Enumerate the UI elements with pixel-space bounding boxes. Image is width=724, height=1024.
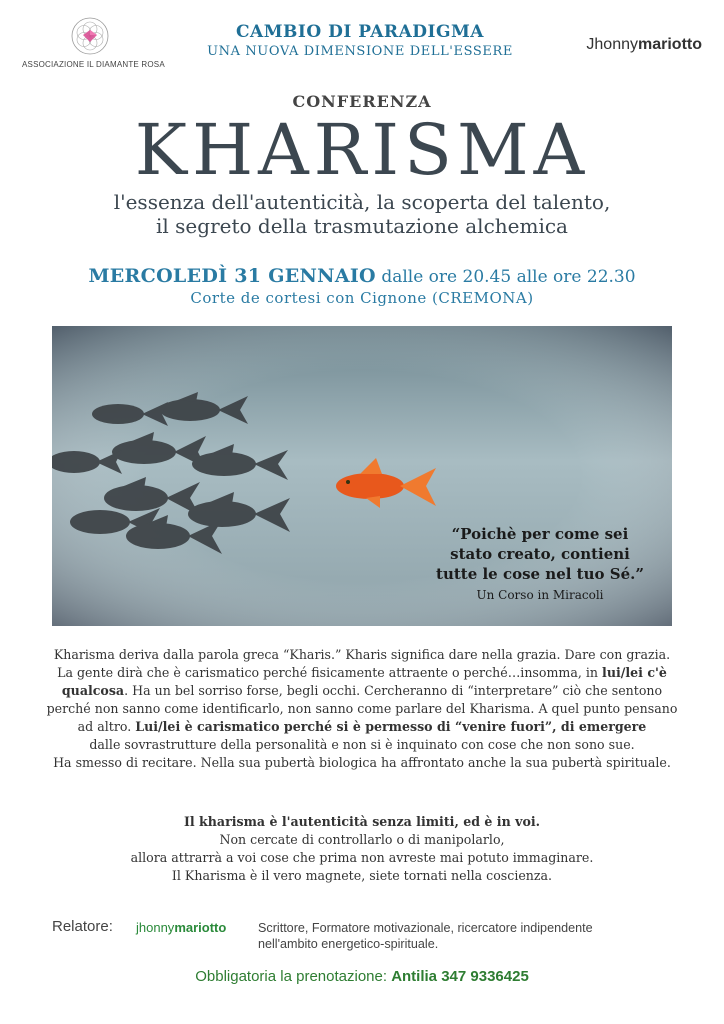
association-name: ASSOCIAZIONE IL DIAMANTE ROSA (22, 60, 165, 69)
body-line: La gente dirà che è carismatico perché fisicamente attraente o perché…insomma, in lui/lei c'è (57, 665, 667, 680)
booking-line (0, 968, 724, 985)
body-line: Ha smesso di recitare. Nella sua pubertà biologica ha affrontato anche la sua pubertà spirituale. (53, 755, 671, 770)
closing-line: Non cercate di controllarlo o di manipolarlo, (219, 832, 505, 847)
closing-paragraph (60, 813, 664, 885)
brand-last: mariotto (638, 36, 702, 53)
quote-source: Un Corso in Miracoli (476, 588, 604, 602)
closing-line: Il Kharisma è il vero magnete, siete tornati nella coscienza. (171, 868, 553, 883)
brand-first: Jhonny (586, 36, 638, 53)
speaker-name: jhonnymariotto (136, 920, 227, 935)
quote-text (412, 524, 668, 584)
quote-line-2: stato creato, contieni (450, 545, 630, 563)
event-date: MERCOLEDÌ 31 GENNAIO (88, 265, 376, 287)
body-line: qualcosa. Ha un bel sorriso forse, begli occhi. Cercheranno di “interpretare” ciò che sentono (61, 683, 663, 698)
body-paragraph (40, 646, 684, 772)
body-line: dalle sovrastrutture della personalità e non si è inquinato con cose che non sono sue. (89, 737, 635, 752)
booking-text: Obbligatoria la prenotazione: (195, 968, 388, 985)
closing-line: allora attrarrà a voi cose che prima non avreste mai potuto immaginare. (130, 850, 594, 865)
event-name: KHARISMA (134, 109, 590, 191)
closing-line: Il kharisma è l'autenticità senza limiti, ed è in voi. (183, 814, 541, 829)
tagline-line-2: il segreto della trasmutazione alchemica (156, 214, 568, 238)
event-time: dalle ore 20.45 alle ore 22.30 (381, 267, 636, 287)
booking-contact: Antilia 347 9336425 (391, 968, 529, 985)
quote-line-3: tutte le cose nel tuo Sé.” (436, 565, 644, 583)
header-center (180, 22, 540, 59)
event-venue: Corte de cortesi con Cignone (CREMONA) (190, 289, 534, 307)
tagline-line-1: l'essenza dell'autenticità, la scoperta del talento, (113, 190, 611, 214)
quote-line-1: “Poichè per come sei (451, 525, 629, 543)
event-type: CONFERENZA (292, 92, 432, 111)
header-subtitle: UNA NUOVA DIMENSIONE DELL'ESSERE (207, 44, 513, 59)
header-title: CAMBIO DI PARADIGMA (236, 22, 484, 42)
event-tagline (0, 190, 724, 238)
association-logo (22, 16, 165, 69)
speaker-label: Relatore: (52, 918, 113, 935)
speaker-description: Scrittore, Formatore motivazionale, ricercatore indipendente nell'ambito energetico-spirituale. (258, 921, 593, 951)
brand-logo (586, 36, 702, 54)
event-datetime (0, 265, 724, 287)
quote-box (412, 524, 668, 602)
body-line: Kharisma deriva dalla parola greca “Kharis.” Kharis significa dare nella grazia. Dare con grazia. (53, 647, 671, 662)
body-line: ad altro. Lui/lei è carismatico perché si è permesso di “venire fuori”, di emergere (77, 719, 647, 734)
diamond-flower-icon (70, 16, 110, 56)
body-line: perché non sanno come identificarlo, non sanno come parlare del Kharisma. A quel punto pensano (46, 701, 678, 716)
